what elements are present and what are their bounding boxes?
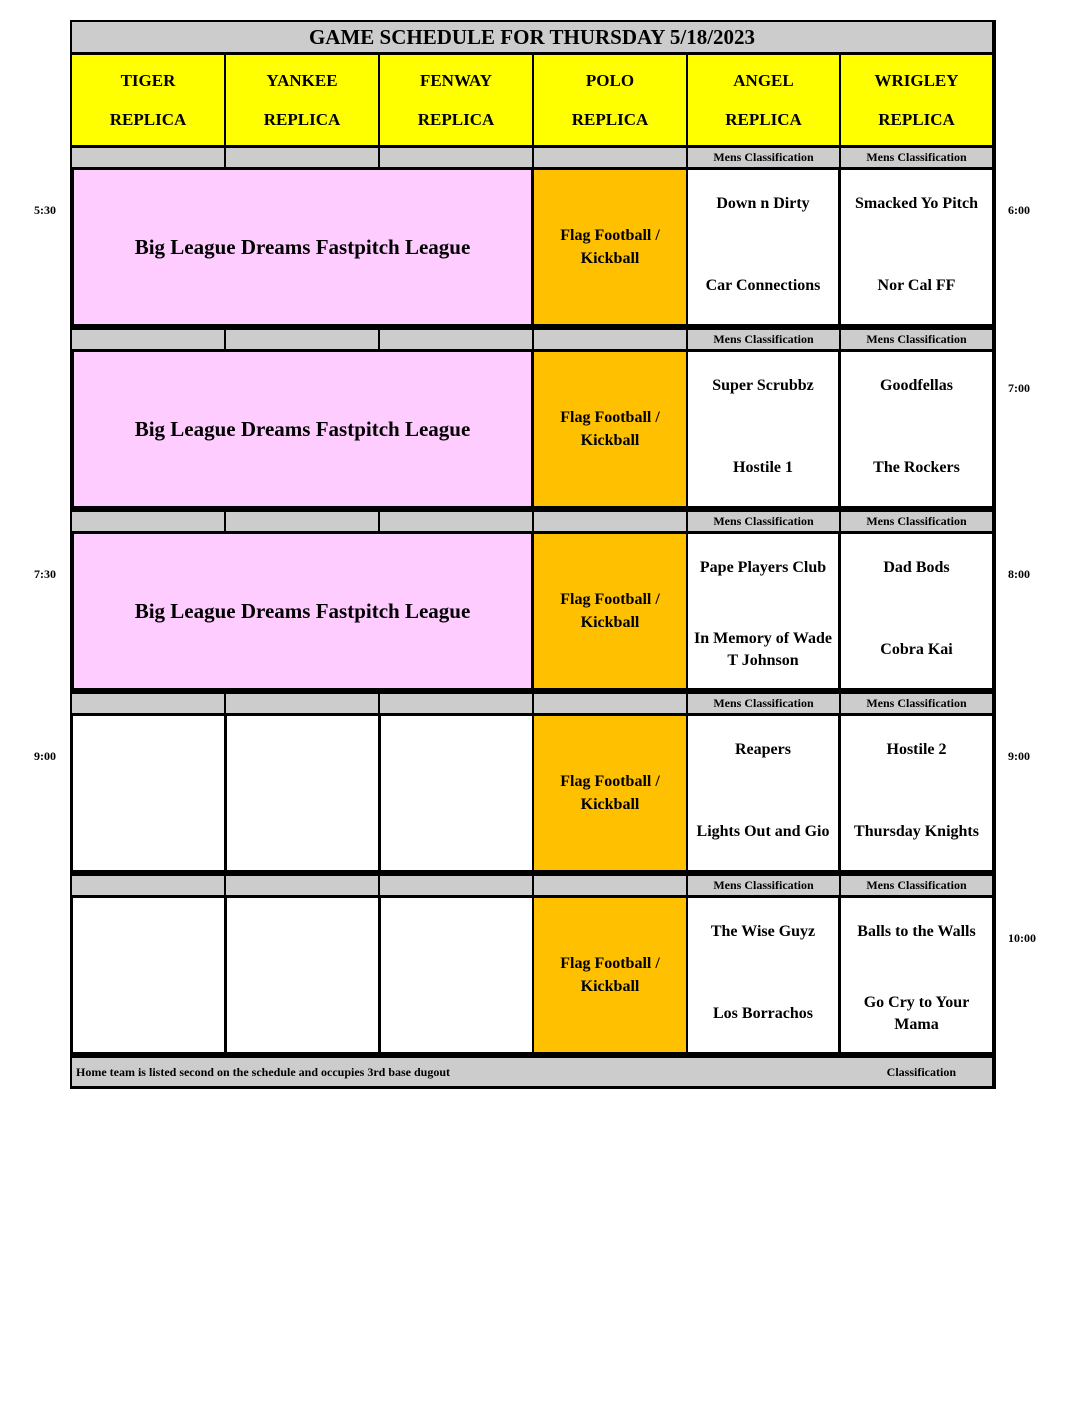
league-block: Big League Dreams Fastpitch League bbox=[74, 352, 531, 506]
team-home: Nor Cal FF bbox=[877, 277, 956, 294]
team-home: Cobra Kai bbox=[880, 641, 953, 658]
angel-game bbox=[688, 352, 838, 506]
footer-note bbox=[72, 1058, 992, 1086]
empty-slot bbox=[381, 716, 532, 870]
classification-strip bbox=[380, 148, 532, 167]
field-sub: REPLICA bbox=[417, 109, 495, 129]
classification-strip: Mens Classification bbox=[841, 148, 992, 167]
team-away: Reapers bbox=[735, 741, 791, 758]
field-sub: REPLICA bbox=[109, 109, 187, 129]
classification-strip bbox=[534, 512, 686, 531]
team-away: Goodfellas bbox=[880, 377, 953, 394]
classification-strip bbox=[226, 876, 378, 895]
field-sub: REPLICA bbox=[263, 109, 341, 129]
team-home: The Rockers bbox=[873, 459, 960, 476]
team-home: Los Borrachos bbox=[713, 1005, 813, 1022]
right-time: 6:00 bbox=[1008, 203, 1030, 217]
schedule-table bbox=[70, 20, 996, 1089]
field-name: YANKEE bbox=[266, 70, 338, 90]
classification-strip: Mens Classification bbox=[841, 512, 992, 531]
field-sub: REPLICA bbox=[725, 109, 802, 129]
polo-block: Flag Football / Kickball bbox=[534, 170, 686, 324]
team-away: Smacked Yo Pitch bbox=[855, 195, 978, 212]
classification-strip bbox=[72, 330, 224, 349]
angel-game bbox=[688, 170, 838, 324]
team-home: Car Connections bbox=[705, 277, 821, 294]
polo-block: Flag Football / Kickball bbox=[534, 716, 686, 870]
field-name: TIGER bbox=[120, 70, 176, 90]
field-sub: REPLICA bbox=[571, 109, 649, 129]
empty-slot bbox=[227, 898, 378, 1052]
wrigley-game bbox=[841, 898, 992, 1052]
empty-slot bbox=[73, 898, 224, 1052]
field-header-1 bbox=[226, 55, 378, 145]
classification-strip: Mens Classification bbox=[841, 330, 992, 349]
classification-strip: Mens Classification bbox=[841, 694, 992, 713]
classification-strip bbox=[534, 330, 686, 349]
team-home: In Memory of Wade T Johnson bbox=[694, 630, 832, 669]
classification-strip: Mens Classification bbox=[688, 876, 839, 895]
field-name: WRIGLEY bbox=[874, 70, 959, 90]
team-away: Pape Players Club bbox=[699, 559, 827, 576]
classification-strip: Mens Classification bbox=[688, 148, 839, 167]
classification-strip bbox=[534, 876, 686, 895]
classification-strip bbox=[380, 876, 532, 895]
right-time: 10:00 bbox=[1008, 931, 1036, 945]
classification-strip: Mens Classification bbox=[688, 694, 839, 713]
field-header-3 bbox=[534, 55, 686, 145]
classification-strip bbox=[72, 876, 224, 895]
wrigley-game bbox=[841, 170, 992, 324]
schedule-title: GAME SCHEDULE FOR THURSDAY 5/18/2023 bbox=[72, 22, 992, 52]
field-sub: REPLICA bbox=[878, 109, 955, 129]
right-time: 9:00 bbox=[1008, 749, 1030, 763]
left-time: 5:30 bbox=[34, 203, 56, 217]
polo-block: Flag Football / Kickball bbox=[534, 352, 686, 506]
classification-strip bbox=[72, 694, 224, 713]
empty-slot bbox=[73, 716, 224, 870]
classification-strip bbox=[226, 512, 378, 531]
classification-strip: Mens Classification bbox=[841, 876, 992, 895]
team-away: Dad Bods bbox=[883, 559, 950, 576]
classification-strip bbox=[226, 330, 378, 349]
field-name: ANGEL bbox=[733, 70, 794, 90]
classification-strip bbox=[534, 694, 686, 713]
right-time: 7:00 bbox=[1008, 381, 1030, 395]
field-header-5 bbox=[841, 55, 992, 145]
classification-strip bbox=[226, 694, 378, 713]
league-block: Big League Dreams Fastpitch League bbox=[74, 534, 531, 688]
team-home: Hostile 1 bbox=[733, 459, 793, 476]
classification-strip bbox=[226, 148, 378, 167]
footer-classification: Classification bbox=[886, 1064, 956, 1079]
team-home: Go Cry to Your Mama bbox=[863, 994, 970, 1033]
team-away: Hostile 2 bbox=[886, 741, 947, 758]
footer-note-text: Home team is listed second on the schedule and occupies 3rd base dugout bbox=[76, 1064, 451, 1079]
field-header-0 bbox=[72, 55, 224, 145]
team-home: Lights Out and Gio bbox=[696, 823, 830, 840]
classification-strip bbox=[380, 694, 532, 713]
field-name: FENWAY bbox=[419, 70, 493, 90]
polo-block: Flag Football / Kickball bbox=[534, 534, 686, 688]
classification-strip: Mens Classification bbox=[688, 512, 839, 531]
angel-game bbox=[688, 898, 838, 1052]
empty-slot bbox=[381, 898, 532, 1052]
wrigley-game bbox=[841, 716, 992, 870]
left-time: 9:00 bbox=[34, 749, 56, 763]
team-away: The Wise Guyz bbox=[710, 923, 816, 940]
wrigley-game bbox=[841, 352, 992, 506]
angel-game bbox=[688, 534, 838, 688]
team-away: Super Scrubbz bbox=[712, 377, 814, 394]
classification-strip bbox=[380, 512, 532, 531]
team-away: Balls to the Walls bbox=[857, 923, 976, 940]
classification-strip bbox=[380, 330, 532, 349]
team-home: Thursday Knights bbox=[854, 823, 979, 840]
right-time: 8:00 bbox=[1008, 567, 1030, 581]
field-header-2 bbox=[380, 55, 532, 145]
league-block: Big League Dreams Fastpitch League bbox=[74, 170, 531, 324]
classification-strip: Mens Classification bbox=[688, 330, 839, 349]
wrigley-game bbox=[841, 534, 992, 688]
classification-strip bbox=[72, 512, 224, 531]
classification-strip bbox=[534, 148, 686, 167]
angel-game bbox=[688, 716, 838, 870]
left-time: 7:30 bbox=[34, 567, 56, 581]
field-header-4 bbox=[688, 55, 839, 145]
field-name: POLO bbox=[585, 70, 635, 90]
empty-slot bbox=[227, 716, 378, 870]
classification-strip bbox=[72, 148, 224, 167]
team-away: Down n Dirty bbox=[716, 195, 810, 212]
polo-block: Flag Football / Kickball bbox=[534, 898, 686, 1052]
